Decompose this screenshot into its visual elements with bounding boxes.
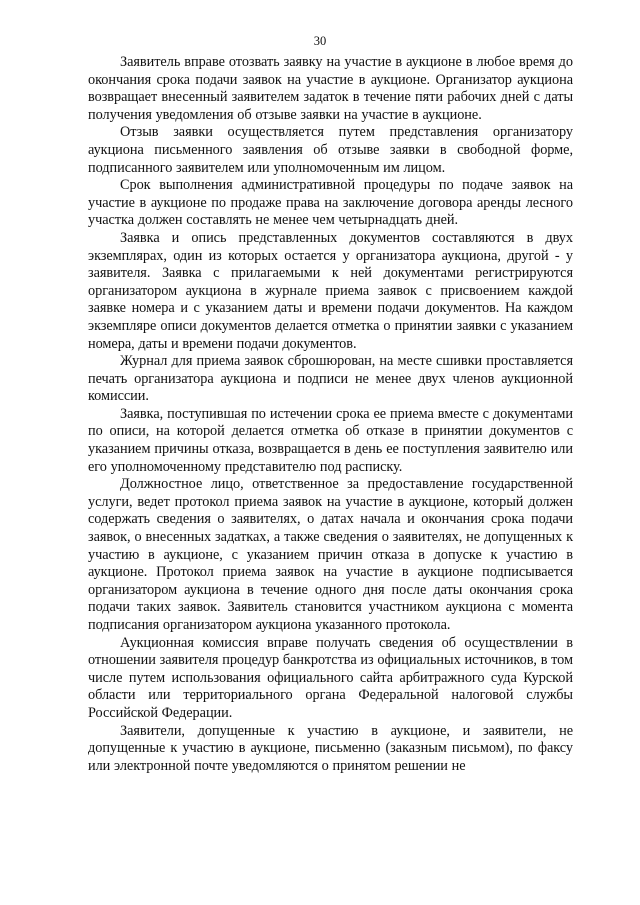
page-number: 30	[313, 34, 327, 48]
paragraph-bankruptcy-check: Аукционная комиссия вправе получать сведения об осуществлении в отношении заявителя процедур банкротства из официальных источников, в том числе путем использования официального сайта арбитражного суда Курской области или территориального органа Федеральной налоговой службы Российской Федерации.	[88, 634, 573, 721]
paragraph-late-application: Заявка, поступившая по истечении срока ее приема вместе с документами по описи, на которой делается отметка об отказе в принятии документов с указанием причины отказа, возвращается в день ее поступления заявителю или его уполномоченному представителю под расписку.	[88, 405, 573, 475]
paragraph-procedure-term: Срок выполнения административной процедуры по подаче заявок на участие в аукционе по продаже права на заключение договора аренды лесного участка должен составлять не менее чем четырнадцать дней.	[88, 177, 573, 229]
paragraph-withdrawal-method: Отзыв заявки осуществляется путем представления организатору аукциона письменного заявления об отзыве заявки в свободной форме, подписанного заявителем или уполномоченным им лицом.	[88, 124, 573, 176]
paragraph-application-copies: Заявка и опись представленных документов составляются в двух экземплярах, один из которых остается у организатора аукциона, другой - у заявителя. Заявка с прилагаемыми к ней документами регистрируются организатором аукциона в журнале приема заявок с присвоением каждой заявке номера и с указанием даты и времени подачи документов. На каждом экземпляре описи документов делается отметка о принятии заявки с указанием номера, даты и времени подачи документов.	[88, 229, 573, 352]
paragraph-withdraw-application: Заявитель вправе отозвать заявку на участие в аукционе в любое время до окончания срока подачи заявок на участие в аукционе. Организатор аукциона возвращает внесенный заявителем задаток в течение пяти рабочих дней с даты получения уведомления об отзыве заявки на участие в аукционе.	[88, 54, 573, 123]
paragraph-reception-protocol: Должностное лицо, ответственное за предоставление государственной услуги, ведет протокол приема заявок на участие в аукционе, который должен содержать сведения о заявителях, о датах начала и окончания срока подачи заявок, о внесенных задатках, а также сведения о заявителях, не допущенных к участию в аукционе, с указанием причин отказа в допуске к участию в аукционе. Протокол приема заявок на участие в аукционе подписывается организатором аукциона в течение одного дня после даты окончания срока подачи таких заявок. Заявитель становится участником аукциона с момента подписания организатором аукциона указанного протокола.	[88, 476, 573, 633]
document-body	[88, 54, 573, 775]
paragraph-registration-journal: Журнал для приема заявок сброшюрован, на месте сшивки проставляется печать организатора аукциона и подписи не менее двух членов аукционной комиссии.	[88, 353, 573, 405]
paragraph-notification: Заявители, допущенные к участию в аукционе, и заявители, не допущенные к участию в аукционе, письменно (заказным письмом), по факсу или электронной почте уведомляются о принятом решении не	[88, 722, 573, 774]
